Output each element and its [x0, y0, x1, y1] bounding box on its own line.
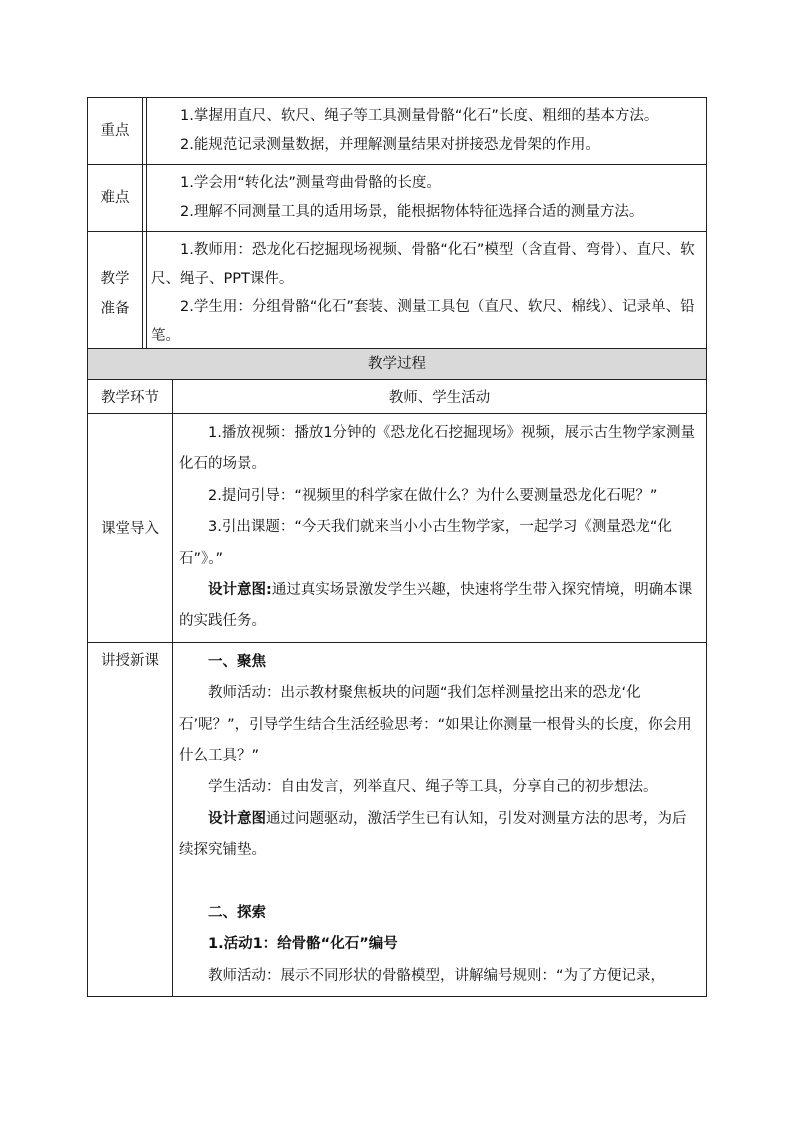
intro-design-intent [179, 575, 698, 638]
intro-step-1: 1.播放视频：播放1分钟的《恐龙化石挖掘现场》视频，展示古生物学家测量化石的场景。 [179, 425, 696, 473]
stage-intro: 课堂导入 [88, 414, 173, 643]
new-lesson-content [173, 642, 707, 996]
objectives-table [87, 97, 707, 356]
difficulty-2: 2.理解不同测量工具的适用场景，能根据物体特征选择合适的测量方法。 [180, 203, 644, 220]
process-table [87, 379, 707, 997]
intro-step-2: 2.提问引导：“视频里的科学家在做什么？为什么要测量恐龙化石呢？” [208, 487, 658, 504]
table-row [88, 642, 707, 996]
table-header-row [88, 380, 707, 414]
key-point-2: 2.能规范记录测量数据，并理解测量结果对拼接恐龙骨架的作用。 [180, 136, 600, 153]
row-label-preparation [88, 232, 143, 356]
table-row [88, 232, 707, 356]
key-point-1: 1.掌握用直尺、软尺、绳子等工具测量骨骼“化石”长度、粗细的基本方法。 [180, 108, 659, 124]
prep-student: 2.学生用：分组骨骼“化石”套装、测量工具包（直尺、软尺、棉线）、记录单、铅笔。 [151, 299, 695, 344]
design-intent-label: 设计意图: [208, 582, 272, 599]
explore-teacher-activity: 教师活动：展示不同形状的骨骼模型，讲解编号规则：“为了方便记录， [208, 967, 666, 984]
focus-design-intent [179, 804, 698, 867]
difficulty-1: 1.学会用“转化法”测量弯曲骨骼的长度。 [180, 175, 441, 191]
table-row [88, 98, 707, 165]
difficulties-content [147, 165, 707, 232]
row-label-difficulties: 难点 [88, 165, 143, 232]
activity-1-heading: 1.活动1：给骨骼“化石”编号 [208, 936, 398, 953]
key-points-content [147, 98, 707, 165]
design-intent-text: 通过真实场景激发学生兴趣，快速将学生带入探究情境，明确本课的实践任务。 [179, 582, 693, 630]
design-intent-text: 通过问题驱动，激活学生已有认知，引发对测量方法的思考，为后续探究铺垫。 [179, 810, 687, 859]
focus-teacher-activity: 教师活动：出示教材聚焦板块的问题“我们怎样测量挖出来的恐龙‘化石’呢？”，引导学生结合生活经验思考：“如果让你测量一根骨头的长度，你会用什么工具？” [179, 685, 692, 765]
process-title: 教学过程 [87, 348, 707, 380]
section-focus-heading: 一、聚焦 [208, 653, 266, 670]
prep-label-line-2: 准备 [100, 300, 130, 317]
prep-label-line-1: 教学 [100, 270, 130, 287]
section-explore-heading: 二、探索 [208, 904, 266, 921]
design-intent-label: 设计意图 [208, 810, 266, 827]
header-activities: 教师、学生活动 [173, 380, 707, 414]
row-label-key-points: 重点 [88, 98, 143, 165]
table-row [88, 165, 707, 232]
table-row [88, 414, 707, 643]
prep-teacher: 1.教师用：恐龙化石挖掘现场视频、骨骼“化石”模型（含直骨、弯骨）、直尺、软尺、绳子、PPT课件。 [151, 242, 695, 287]
intro-step-3: 3.引出课题：“今天我们就来当小小古生物学家，一起学习《测量恐龙“化石”》。” [179, 519, 672, 567]
focus-student-activity: 学生活动：自由发言，列举直尺、绳子等工具，分享自己的初步想法。 [208, 779, 658, 796]
intro-content [173, 414, 707, 643]
stage-new-lesson: 讲授新课 [88, 642, 173, 996]
header-stage: 教学环节 [88, 380, 173, 414]
preparation-content [147, 232, 707, 356]
